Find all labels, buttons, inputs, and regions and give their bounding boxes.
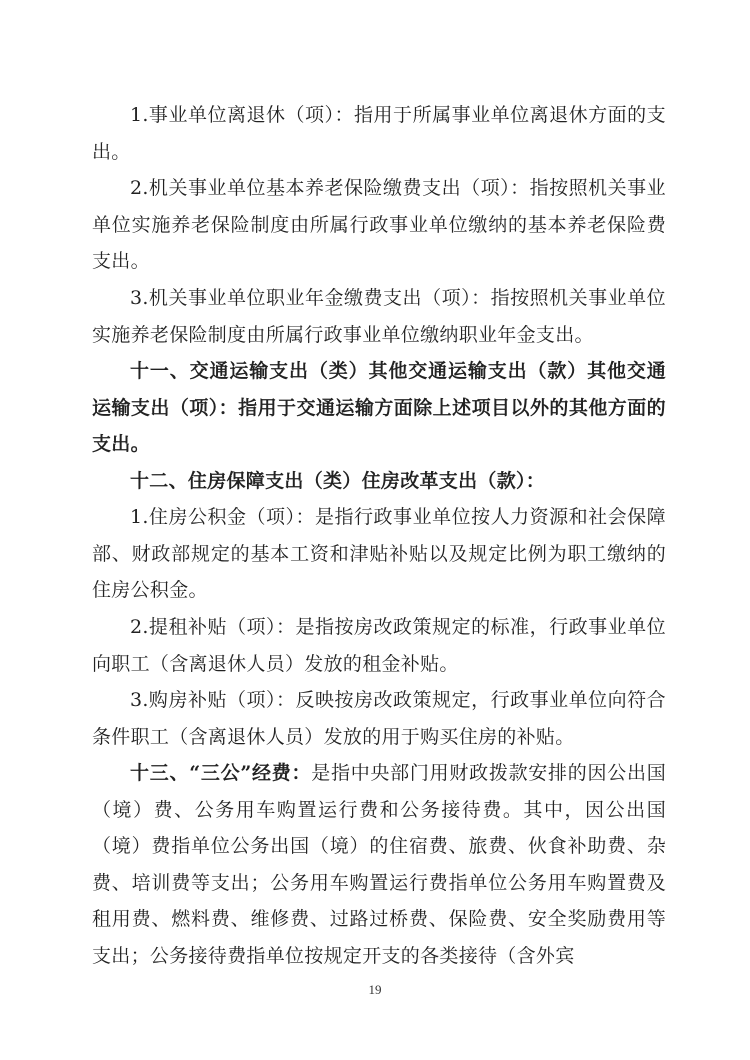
paragraph-occupational-annuity: 3.机关事业单位职业年金缴费支出（项）：指按照机关事业单位实施养老保险制度由所属行政事业单位缴纳职业年金支出。 (92, 287, 666, 346)
paragraph-pension-insurance: 2.机关事业单位基本养老保险缴费支出（项）：指按照机关事业单位实施养老保险制度由所属行政事业单位缴纳的基本养老保险费支出。 (92, 177, 666, 273)
page-number: 19 (368, 982, 382, 997)
paragraph-housing-fund: 1.住房公积金（项）：是指行政事业单位按人力资源和社会保障部、财政部规定的基本工资和津贴补贴以及规定比例为职工缴纳的住房公积金。 (92, 506, 666, 602)
heading-transportation: 十一、交通运输支出（类）其他交通运输支出（款）其他交通运输支出（项）：指用于交通运输方面除上述项目以外的其他方面的支出。 (92, 360, 666, 456)
paragraph-rent-subsidy: 2.提租补贴（项）：是指按房改政策规定的标准，行政事业单位向职工（含离退休人员）发放的租金补贴。 (92, 616, 666, 675)
three-public-expenses-body: 是指中央部门用财政拨款安排的因公出国（境）费、公务用车购置运行费和公务接待费。其中，因公出国（境）费指单位公务出国（境）的住宿费、旅费、伙食补助费、杂费、培训费等支出；公务用车购置运行费指单位公务用车购置费及租用费、燃料费、维修费、过路过桥费、保险费、安全奖励费用等支出；公务接待费指单位按规定开支的各类接待（含外宾 (92, 762, 667, 967)
three-public-expenses-label: 十三、“三公”经费： (130, 762, 312, 784)
paragraph-retirement: 1.事业单位离退休（项）：指用于所属事业单位离退休方面的支出。 (92, 104, 666, 163)
heading-housing: 十二、住房保障支出（类）住房改革支出（款）： (130, 470, 546, 492)
paragraph-three-public-expenses (92, 755, 666, 975)
paragraph-purchase-subsidy: 3.购房补贴（项）：反映按房改政策规定，行政事业单位向符合条件职工（含离退休人员）发放的用于购买住房的补贴。 (92, 689, 666, 748)
